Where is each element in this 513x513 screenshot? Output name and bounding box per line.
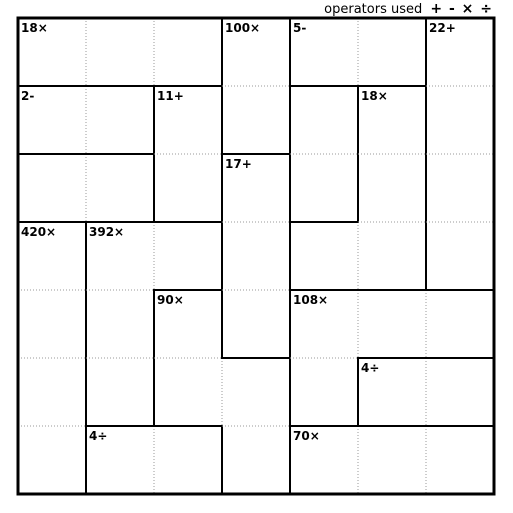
cage-clue: 18× bbox=[361, 89, 388, 103]
operators-label: operators used bbox=[324, 2, 423, 17]
cage-clue: 70× bbox=[293, 429, 320, 443]
grid-cell[interactable] bbox=[358, 290, 426, 358]
operators-list: + - × ÷ bbox=[430, 1, 493, 17]
grid-cell[interactable] bbox=[86, 86, 154, 154]
grid-cell[interactable] bbox=[18, 290, 86, 358]
grid-cell[interactable] bbox=[154, 426, 222, 494]
cage-clue: 90× bbox=[157, 293, 184, 307]
cage-clue: 420× bbox=[21, 225, 57, 239]
grid-cell[interactable] bbox=[426, 358, 494, 426]
grid-cell[interactable] bbox=[154, 18, 222, 86]
cage-clue: 22+ bbox=[429, 21, 456, 35]
grid-cell[interactable] bbox=[86, 358, 154, 426]
grid-cell[interactable] bbox=[18, 154, 86, 222]
cage-clue: 11+ bbox=[157, 89, 184, 103]
grid-cell[interactable] bbox=[358, 154, 426, 222]
grid-cell[interactable] bbox=[154, 358, 222, 426]
grid-cell[interactable] bbox=[154, 222, 222, 290]
grid-cell[interactable] bbox=[18, 358, 86, 426]
cage-clue: 4÷ bbox=[361, 361, 380, 375]
grid-cell[interactable] bbox=[86, 290, 154, 358]
grid-cell[interactable] bbox=[86, 154, 154, 222]
grid-cell[interactable] bbox=[290, 222, 358, 290]
grid-cell[interactable] bbox=[426, 426, 494, 494]
grid-cell[interactable] bbox=[426, 222, 494, 290]
cage-clue: 5- bbox=[293, 21, 307, 35]
grid-cell[interactable] bbox=[222, 426, 290, 494]
grid-cell[interactable] bbox=[222, 358, 290, 426]
grid-cell[interactable] bbox=[290, 86, 358, 154]
grid-cell[interactable] bbox=[358, 426, 426, 494]
cage-clue: 2- bbox=[21, 89, 35, 103]
grid-cell[interactable] bbox=[290, 358, 358, 426]
grid-cell[interactable] bbox=[426, 290, 494, 358]
cage-clue: 392× bbox=[89, 225, 125, 239]
grid-cell[interactable] bbox=[426, 86, 494, 154]
grid-cell[interactable] bbox=[358, 18, 426, 86]
grid-cell[interactable] bbox=[18, 426, 86, 494]
grid-cell[interactable] bbox=[222, 290, 290, 358]
cage-clue: 4÷ bbox=[89, 429, 108, 443]
cage-clue: 17+ bbox=[225, 157, 252, 171]
grid-cell[interactable] bbox=[426, 154, 494, 222]
grid-cell[interactable] bbox=[290, 154, 358, 222]
cage-clue: 18× bbox=[21, 21, 48, 35]
grid-cell[interactable] bbox=[222, 86, 290, 154]
cage-clue: 108× bbox=[293, 293, 329, 307]
cage-clue: 100× bbox=[225, 21, 261, 35]
grid-cell[interactable] bbox=[154, 154, 222, 222]
grid-cell[interactable] bbox=[86, 18, 154, 86]
grid-cell[interactable] bbox=[358, 222, 426, 290]
grid-cell[interactable] bbox=[222, 222, 290, 290]
